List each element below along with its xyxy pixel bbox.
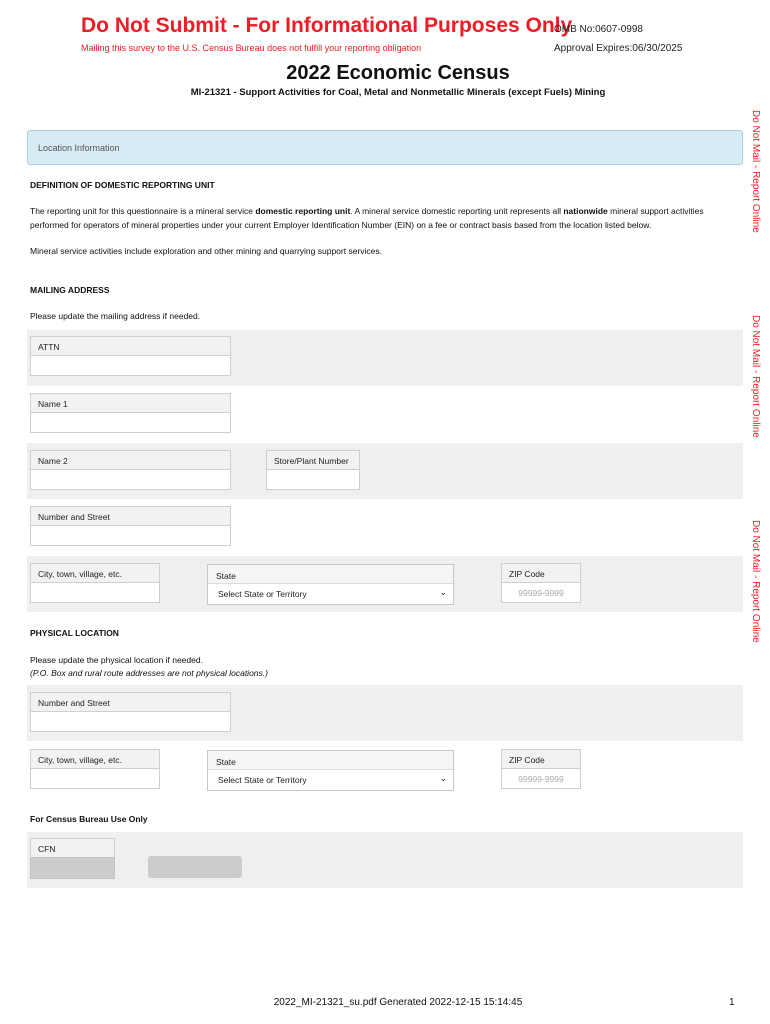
physical-city-field[interactable] [30, 749, 160, 789]
mailing-instruction: Please update the mailing address if needed. [30, 311, 201, 321]
side-mark-do-not-mail: Do Not Mail - Report Online [750, 520, 761, 643]
physical-state-field[interactable] [207, 750, 454, 791]
activities-paragraph: Mineral service activities include exploration and other mining and quarrying support services. [30, 246, 382, 256]
store-plant-input[interactable] [266, 469, 360, 490]
mailing-zip-input[interactable]: 99999-9999 [501, 582, 581, 603]
name2-input[interactable] [30, 469, 231, 490]
chevron-down-icon: ⌄ [439, 587, 447, 597]
cfn-label: CFN [30, 838, 115, 857]
warning-subtitle: Mailing this survey to the U.S. Census Bureau does not fulfill your reporting obligation [81, 43, 422, 53]
definition-paragraph: The reporting unit for this questionnaire is a mineral service domestic reporting unit. A mineral service domestic reporting unit represents all nationwide mineral support activities performed for operators of mineral properties under your current Employer Identification Number (EIN) on a fee or contract basis based from the location listed below. [30, 206, 704, 230]
mailing-state-value: Select State or Territory [218, 589, 307, 599]
physical-city-label: City, town, village, etc. [30, 749, 160, 768]
cfn-field [30, 838, 115, 879]
attn-input[interactable] [30, 355, 231, 376]
physical-zip-field[interactable] [501, 749, 581, 789]
census-use-row [27, 832, 743, 888]
attn-field[interactable] [30, 336, 231, 376]
store-plant-field[interactable] [266, 450, 360, 490]
location-info-label: Location Information [38, 143, 120, 153]
chevron-down-icon: ⌄ [439, 773, 447, 783]
mailing-zip-field[interactable] [501, 563, 581, 603]
physical-street-field[interactable] [30, 692, 231, 732]
attn-label: ATTN [30, 336, 231, 355]
physical-state-select[interactable] [208, 770, 453, 790]
mailing-address-heading: MAILING ADDRESS [30, 285, 110, 295]
warning-title: Do Not Submit - For Informational Purposes Only [81, 14, 573, 37]
physical-state-value: Select State or Territory [218, 775, 307, 785]
name1-field[interactable] [30, 393, 231, 433]
name1-label: Name 1 [30, 393, 231, 412]
page-title: 2022 Economic Census [286, 62, 510, 84]
name1-input[interactable] [30, 412, 231, 433]
side-mark-do-not-mail: Do Not Mail - Report Online [750, 315, 761, 438]
name2-label: Name 2 [30, 450, 231, 469]
mailing-street-field[interactable] [30, 506, 231, 546]
physical-note: (P.O. Box and rural route addresses are not physical locations.) [30, 668, 268, 678]
name2-field[interactable] [30, 450, 231, 490]
form-subtitle: MI-21321 - Support Activities for Coal, Metal and Nonmetallic Minerals (except Fuels) Mining [190, 87, 606, 98]
disabled-button [148, 856, 242, 878]
mailing-city-label: City, town, village, etc. [30, 563, 160, 582]
store-plant-label: Store/Plant Number [266, 450, 360, 469]
census-use-heading: For Census Bureau Use Only [30, 814, 148, 824]
definition-heading: DEFINITION OF DOMESTIC REPORTING UNIT [30, 180, 215, 190]
omb-number: OMB No:0607-0998 [554, 24, 643, 35]
side-mark-do-not-mail: Do Not Mail - Report Online [750, 110, 761, 233]
location-info-panel[interactable] [27, 130, 743, 165]
physical-city-input[interactable] [30, 768, 160, 789]
mailing-state-label: State [208, 565, 453, 584]
approval-expiration: Approval Expires:06/30/2025 [554, 43, 683, 54]
physical-zip-input[interactable]: 99999-9999 [501, 768, 581, 789]
page-number: 1 [729, 997, 735, 1008]
physical-zip-label: ZIP Code [501, 749, 581, 768]
footer-generated: 2022_MI-21321_su.pdf Generated 2022-12-15 15:14:45 [273, 997, 523, 1008]
physical-state-label: State [208, 751, 453, 770]
physical-location-heading: PHYSICAL LOCATION [30, 628, 119, 638]
physical-street-input[interactable] [30, 711, 231, 732]
mailing-state-select[interactable] [208, 584, 453, 604]
mailing-street-input[interactable] [30, 525, 231, 546]
cfn-input [30, 857, 115, 879]
physical-street-label: Number and Street [30, 692, 231, 711]
mailing-city-input[interactable] [30, 582, 160, 603]
mailing-zip-label: ZIP Code [501, 563, 581, 582]
mailing-street-label: Number and Street [30, 506, 231, 525]
physical-instruction: Please update the physical location if needed. [30, 655, 203, 665]
mailing-state-field[interactable] [207, 564, 454, 605]
mailing-city-field[interactable] [30, 563, 160, 603]
